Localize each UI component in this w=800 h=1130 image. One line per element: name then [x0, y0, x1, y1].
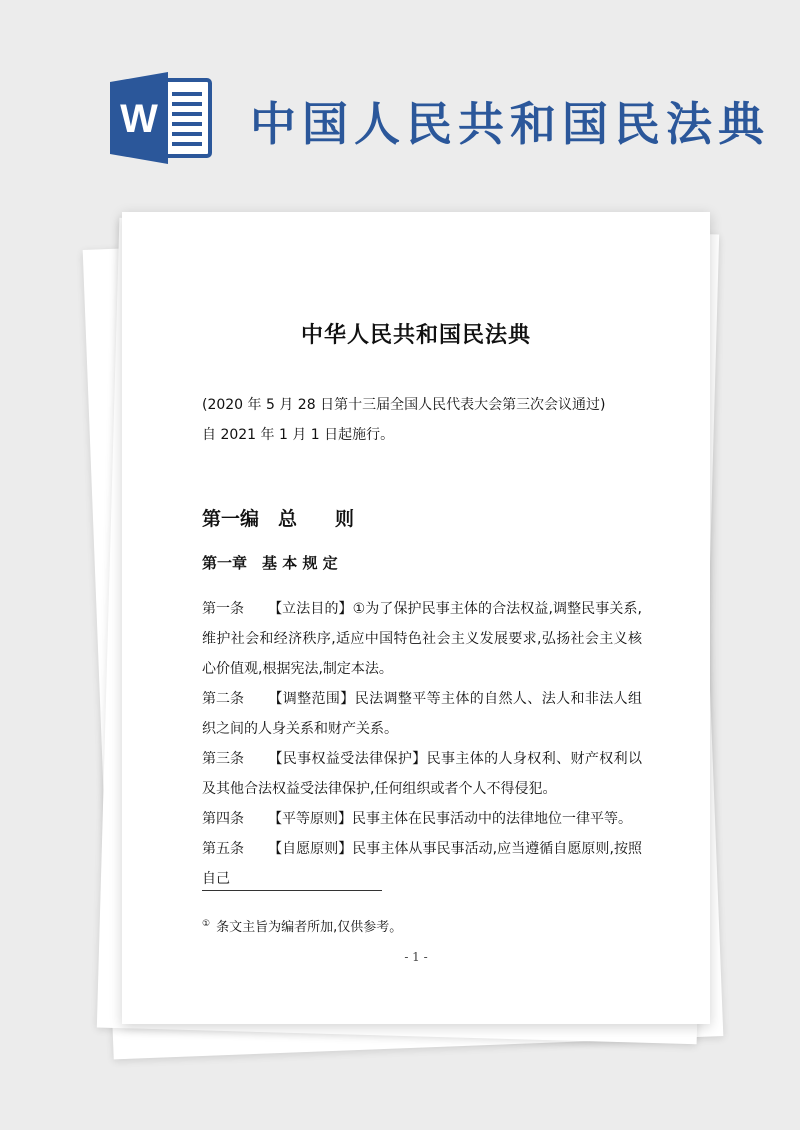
document-page	[122, 212, 710, 1024]
document-title: 中华人民共和国民法典	[300, 323, 531, 348]
article-number: 第二条	[202, 691, 244, 707]
footnote-marker: ①	[202, 918, 211, 929]
footnote-divider	[202, 890, 382, 891]
article-number: 第五条	[202, 841, 244, 857]
part-title: 第一编 总 则	[202, 508, 355, 530]
footnote-text: 条文主旨为编者所加,仅供参考。	[216, 920, 403, 935]
article	[202, 594, 642, 684]
banner	[0, 0, 800, 200]
article-number: 第一条	[202, 601, 244, 617]
article-list	[202, 594, 642, 894]
article	[202, 834, 642, 894]
adoption-note: (2020 年 5 月 28 日第十三届全国人民代表大会第三次会议通过)	[202, 397, 606, 413]
article-text: 【立法目的】①为了保护民事主体的合法权益,调整民事关系,维护社会和经济秩序,适应中国特色社会主义发展要求,弘扬社会主义核心价值观,根据宪法,制定本法。	[202, 601, 642, 677]
banner-title: 中国人民共和国民法典	[250, 97, 770, 151]
article-text: 【调整范围】民法调整平等主体的自然人、法人和非法人组织之间的人身关系和财产关系。	[202, 691, 642, 737]
word-icon-letter: W	[120, 97, 158, 141]
word-document-icon	[110, 72, 214, 164]
article	[202, 684, 642, 744]
article-number: 第四条	[202, 811, 244, 827]
article-number: 第三条	[202, 751, 244, 767]
article-text: 【平等原则】民事主体在民事活动中的法律地位一律平等。	[268, 811, 632, 827]
article-text: 【自愿原则】民事主体从事民事活动,应当遵循自愿原则,按照自己	[202, 841, 642, 887]
article	[202, 744, 642, 804]
page-number: - 1 -	[404, 950, 428, 964]
effective-note: 自 2021 年 1 月 1 日起施行。	[202, 427, 395, 443]
article	[202, 804, 642, 834]
chapter-title: 第一章 基 本 规 定	[202, 554, 338, 572]
article-text: 【民事权益受法律保护】民事主体的人身权利、财产权利以及其他合法权益受法律保护,任何组织或者个人不得侵犯。	[202, 751, 642, 797]
footnote	[202, 916, 402, 935]
